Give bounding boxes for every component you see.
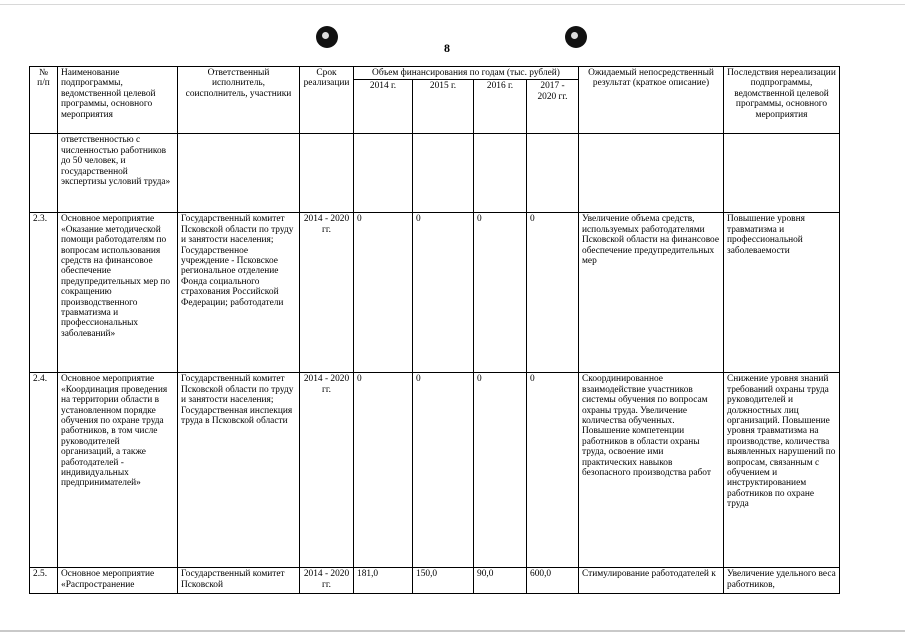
cell-term: 2014 - 2020 гг.: [300, 373, 354, 568]
header-term: Срок реализации: [300, 67, 354, 134]
cell-responsible: [178, 134, 300, 213]
cell-term: 2014 - 2020 гг.: [300, 568, 354, 594]
cell-responsible: Государственный комитет Псковской области по труду и занятости населения; Государственное учреждение - Псковское региональное отделение Фонда социального страхования Российской Федерации; работодатели: [178, 213, 300, 373]
cell-2017-2020: 0: [527, 213, 579, 373]
cell-result: [579, 134, 724, 213]
cell-term: [300, 134, 354, 213]
cell-result: Увеличение объема средств, используемых работодателями Псковской области на финансовое обеспечение предупредительных мер: [579, 213, 724, 373]
cell-responsible: Государственный комитет Псковской: [178, 568, 300, 594]
cell-2015: [413, 134, 474, 213]
cell-consequences: Увеличение удельного веса работников,: [724, 568, 840, 594]
scan-edge-bottom: [0, 630, 905, 632]
cell-2015: 0: [413, 213, 474, 373]
cell-result: Стимулирование работодателей к: [579, 568, 724, 594]
cell-num: 2.4.: [30, 373, 58, 568]
header-responsible: Ответственный исполнитель, соисполнитель, участники: [178, 67, 300, 134]
header-year-2017-2020: 2017 - 2020 гг.: [527, 80, 579, 134]
program-activities-table: [29, 66, 840, 594]
cell-name: ответственностью с численностью работников до 50 человек, и государственной экспертизы условий труда»: [58, 134, 178, 213]
punch-hole-left: [316, 26, 338, 48]
cell-num: [30, 134, 58, 213]
cell-consequences: Повышение уровня травматизма и профессиональной заболеваемости: [724, 213, 840, 373]
header-num: № п/п: [30, 67, 58, 134]
cell-2015: 150,0: [413, 568, 474, 594]
cell-result: Скоординированное взаимодействие участников системы обучения по вопросам охраны труда. Увеличение количества обученных. Повышение компетенции работников в области охраны труда, освоение ими практических навыков безопасного производства работ: [579, 373, 724, 568]
cell-2015: 0: [413, 373, 474, 568]
header-funding: Объем финансирования по годам (тыс. рублей): [354, 67, 579, 80]
cell-2016: 0: [474, 213, 527, 373]
cell-2016: 0: [474, 373, 527, 568]
cell-consequences: Снижение уровня знаний требований охраны труда руководителей и должностных лиц организаций. Повышение уровня травматизма на производстве, количества выявленных нарушений по вопросам, связанным с обучением и инструктированием работников по охране труда: [724, 373, 840, 568]
table-row: [30, 373, 840, 568]
cell-num: 2.5.: [30, 568, 58, 594]
cell-2014: 0: [354, 213, 413, 373]
cell-name: Основное мероприятие «Распространение: [58, 568, 178, 594]
cell-2017-2020: 0: [527, 373, 579, 568]
header-year-2016: 2016 г.: [474, 80, 527, 134]
cell-2017-2020: 600,0: [527, 568, 579, 594]
cell-responsible: Государственный комитет Псковской области по труду и занятости населения; Государственная инспекция труда в Псковской области: [178, 373, 300, 568]
cell-2016: [474, 134, 527, 213]
cell-2017-2020: [527, 134, 579, 213]
header-result: Ожидаемый непосредственный результат (краткое описание): [579, 67, 724, 134]
cell-num: 2.3.: [30, 213, 58, 373]
header-year-2015: 2015 г.: [413, 80, 474, 134]
header-consequences: Последствия нереализации подпрограммы, ведомственной целевой программы, основного мероприятия: [724, 67, 840, 134]
cell-2016: 90,0: [474, 568, 527, 594]
scan-edge-top: [0, 4, 905, 5]
cell-2014: 0: [354, 373, 413, 568]
punch-hole-right: [565, 26, 587, 48]
page-number: 8: [444, 41, 450, 55]
cell-2014: [354, 134, 413, 213]
cell-name: Основное мероприятие «Оказание методической помощи работодателям по вопросам использования средств на финансовое обеспечение предупредительных мер по сокращению производственного травматизма и профессиональных заболеваний»: [58, 213, 178, 373]
table-row: [30, 568, 840, 594]
cell-term: 2014 - 2020 гг.: [300, 213, 354, 373]
cell-2014: 181,0: [354, 568, 413, 594]
table-row: [30, 134, 840, 213]
table-row: [30, 213, 840, 373]
header-name: Наименование подпрограммы, ведомственной целевой программы, основного мероприятия: [58, 67, 178, 134]
cell-consequences: [724, 134, 840, 213]
header-year-2014: 2014 г.: [354, 80, 413, 134]
cell-name: Основное мероприятие «Координация проведения на территории области в установленном порядке обучения по охране труда работников, в том числе руководителей организаций, а также работодателей - индивидуальных предпринимателей»: [58, 373, 178, 568]
